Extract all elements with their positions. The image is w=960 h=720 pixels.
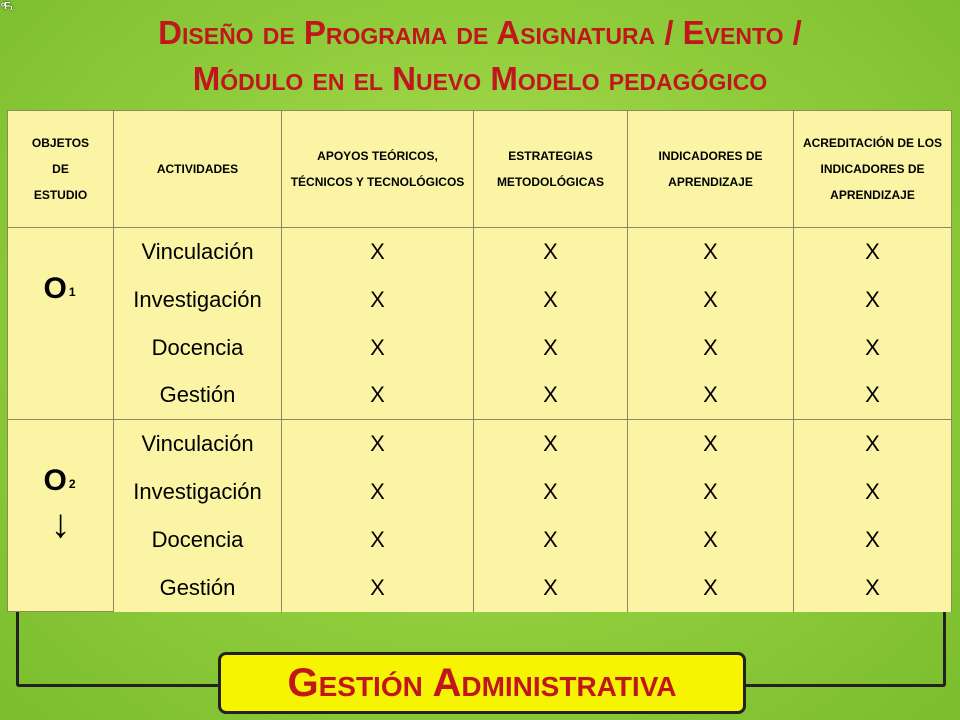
mark-cell: X bbox=[628, 276, 794, 324]
table-row bbox=[8, 276, 952, 324]
header-activities: ACTIVIDADES bbox=[114, 111, 282, 228]
header-row bbox=[8, 111, 952, 228]
mark-cell: X bbox=[474, 228, 628, 276]
mark-cell: X bbox=[474, 564, 628, 612]
activity-cell: Gestión bbox=[114, 371, 282, 419]
activity-cell: Gestión bbox=[114, 564, 282, 612]
footer-banner: Gestión Administrativa bbox=[218, 652, 746, 714]
mark-cell: X bbox=[282, 228, 474, 276]
program-design-table bbox=[7, 110, 952, 612]
object-cell bbox=[8, 420, 114, 612]
mark-cell: X bbox=[282, 420, 474, 468]
slide-title bbox=[40, 10, 920, 102]
table-row bbox=[8, 420, 952, 468]
mark-cell: X bbox=[794, 468, 952, 516]
object-label: $O_1$ bbox=[43, 272, 78, 305]
header-indicators: INDICADORES DE APRENDIZAJE bbox=[628, 111, 794, 228]
mark-cell: X bbox=[474, 324, 628, 372]
activity-cell: Investigación bbox=[114, 468, 282, 516]
mark-cell: X bbox=[282, 276, 474, 324]
table-row bbox=[8, 324, 952, 372]
mark-cell: X bbox=[794, 276, 952, 324]
mark-cell: X bbox=[474, 468, 628, 516]
down-arrow-icon: ↓ bbox=[50, 502, 71, 547]
mark-cell: X bbox=[282, 468, 474, 516]
header-strategies: ESTRATEGIAS METODOLÓGICAS bbox=[474, 111, 628, 228]
mark-cell: X bbox=[474, 420, 628, 468]
mark-cell: X bbox=[794, 324, 952, 372]
mark-cell: X bbox=[628, 324, 794, 372]
table-row bbox=[8, 564, 952, 612]
mark-cell: X bbox=[282, 371, 474, 419]
header-objects: OBJETOS DE ESTUDIO bbox=[8, 111, 114, 228]
mark-cell: X bbox=[474, 516, 628, 564]
table-row bbox=[8, 516, 952, 564]
activity-cell: Docencia bbox=[114, 324, 282, 372]
title-line-1: Diseño de Programa de Asignatura / Evento / bbox=[158, 14, 802, 51]
mark-cell: X bbox=[474, 371, 628, 419]
object-cell bbox=[8, 228, 114, 420]
mark-cell: X bbox=[794, 516, 952, 564]
table-row bbox=[8, 468, 952, 516]
header-accreditation: ACREDITACIÓN DE LOS INDICADORES DE APRENDIZAJE bbox=[794, 111, 952, 228]
mark-cell: X bbox=[794, 420, 952, 468]
header-supports: APOYOS TEÓRICOS, TÉCNICOS Y TECNOLÓGICOS bbox=[282, 111, 474, 228]
mark-cell: X bbox=[282, 564, 474, 612]
mark-cell: X bbox=[282, 516, 474, 564]
corner-logo: ᵒF₁ bbox=[1, 1, 13, 12]
activity-cell: Docencia bbox=[114, 516, 282, 564]
mark-cell: X bbox=[474, 276, 628, 324]
table-row bbox=[8, 228, 952, 276]
mark-cell: X bbox=[282, 324, 474, 372]
mark-cell: X bbox=[628, 371, 794, 419]
mark-cell: X bbox=[628, 420, 794, 468]
mark-cell: X bbox=[794, 228, 952, 276]
mark-cell: X bbox=[628, 228, 794, 276]
activity-cell: Vinculación bbox=[114, 228, 282, 276]
activity-cell: Investigación bbox=[114, 276, 282, 324]
table-row bbox=[8, 371, 952, 419]
mark-cell: X bbox=[794, 371, 952, 419]
activity-cell: Vinculación bbox=[114, 420, 282, 468]
mark-cell: X bbox=[794, 564, 952, 612]
object-label: $O_2$ bbox=[43, 464, 78, 498]
title-line-2: Módulo en el Nuevo Modelo pedagógico bbox=[192, 60, 768, 97]
mark-cell: X bbox=[628, 564, 794, 612]
mark-cell: X bbox=[628, 468, 794, 516]
mark-cell: X bbox=[628, 516, 794, 564]
